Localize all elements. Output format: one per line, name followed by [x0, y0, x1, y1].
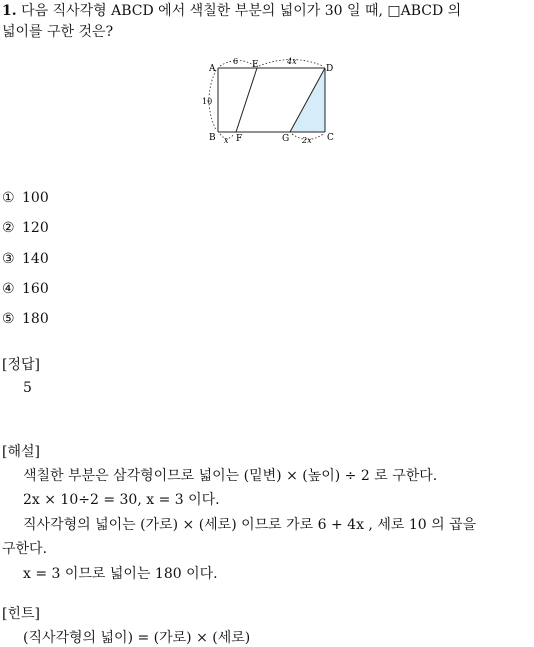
answer-value: 5 — [23, 380, 32, 396]
solution-line-1: 색칠한 부분은 삼각형이므로 넓이는 (밑변) × (높이) ÷ 2 로 구한다. — [23, 468, 438, 484]
hint-line: (직사각형의 넓이) = (가로) × (세로) — [23, 630, 251, 646]
choice-mark-2: ② — [2, 220, 15, 236]
label-g: G — [282, 134, 290, 144]
question-line-1 — [2, 0, 461, 20]
label-len-6: 6 — [233, 57, 239, 66]
figure-svg — [200, 55, 340, 150]
choice-text-2: 120 — [22, 220, 49, 236]
solution-label: [해설] — [2, 444, 40, 460]
label-e: E — [252, 60, 259, 70]
choice-mark-4: ④ — [2, 281, 15, 297]
solution-line-4: 구한다. — [2, 541, 48, 557]
choice-mark-5: ⑤ — [2, 311, 15, 327]
label-b: B — [209, 133, 216, 143]
segment-ef — [236, 68, 257, 132]
choice-1[interactable] — [2, 190, 49, 206]
solution-line-2: 2x × 10÷2 = 30, x = 3 이다. — [23, 492, 220, 508]
choice-text-5: 180 — [22, 311, 49, 327]
choice-mark-3: ③ — [2, 251, 15, 267]
answer-label: [정답] — [2, 357, 40, 373]
choice-text-1: 100 — [22, 190, 49, 206]
question-text-1: 다음 직사각형 ABCD 에서 색칠한 부분의 넓이가 30 일 때, □ABCD 의 — [21, 3, 462, 19]
question-text-2: 넓이를 구한 것은? — [2, 24, 114, 40]
question-number: 1. — [2, 3, 17, 19]
choice-text-3: 140 — [22, 251, 49, 267]
choice-5[interactable] — [2, 311, 49, 327]
label-len-x: x — [224, 136, 229, 145]
hint-label: [힌트] — [2, 606, 40, 622]
choice-mark-1: ① — [2, 190, 15, 206]
solution-line-5: x = 3 이므로 넓이는 180 이다. — [23, 566, 218, 582]
choice-text-4: 160 — [22, 281, 49, 297]
label-len-4x: 4x — [287, 57, 297, 66]
rectangle-figure — [200, 55, 340, 150]
label-a: A — [209, 64, 216, 74]
choice-2[interactable] — [2, 220, 49, 236]
label-c: C — [327, 133, 334, 143]
label-len-2x: 2x — [302, 136, 312, 145]
label-len-10: 10 — [202, 97, 213, 106]
label-d: D — [326, 64, 334, 74]
solution-line-3: 직사각형의 넓이는 (가로) × (세로) 이므로 가로 6 + 4x , 세로 10 의 곱을 — [23, 517, 477, 533]
choice-3[interactable] — [2, 251, 49, 267]
choice-4[interactable] — [2, 281, 49, 297]
label-f: F — [236, 134, 243, 144]
